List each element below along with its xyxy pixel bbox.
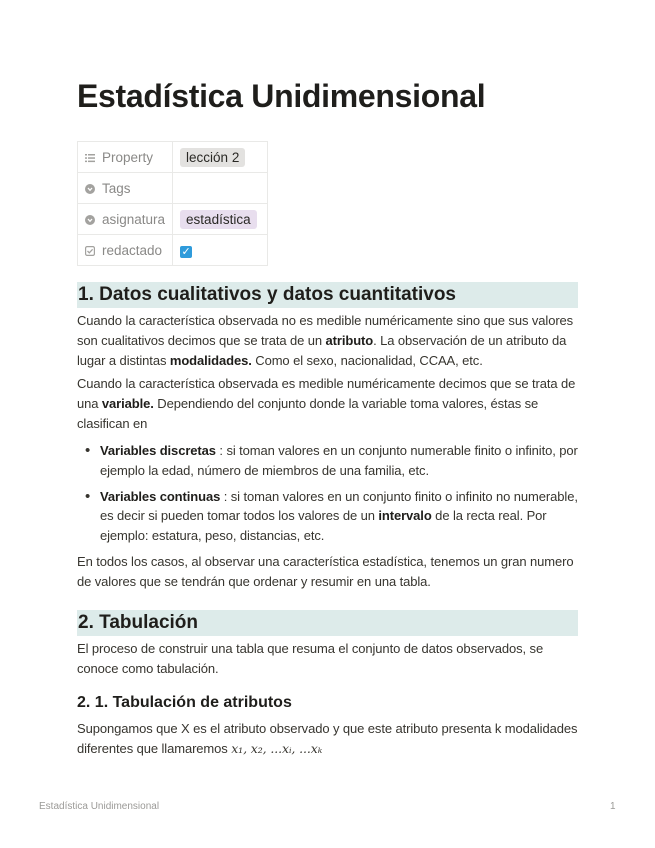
- property-key-cell: [78, 204, 173, 235]
- footer-title: Estadística Unidimensional: [39, 801, 160, 812]
- paragraph-cuantitativos: [77, 374, 582, 433]
- bold-term: Variables continuas: [100, 488, 221, 504]
- checkbox-icon: [85, 246, 95, 256]
- property-value-cell[interactable]: [173, 173, 268, 204]
- text-run: Cuando la característica observada no es medible numéricamente sino que sus valores son cualitativos decimos que se trata de un: [77, 313, 574, 348]
- property-key-cell: [78, 173, 173, 204]
- subject-tag[interactable]: estadística: [180, 210, 257, 229]
- text-run: : si toman valores en un conjunto numerable finito o infinito, por ejemplo la edad, número de miembros de una familia, etc.: [100, 443, 578, 478]
- text-run: . La observación de un atributo da lugar a distintas: [77, 332, 567, 368]
- list-item: [77, 487, 582, 546]
- list-icon: [85, 153, 95, 163]
- property-key-cell: [78, 142, 173, 173]
- bold-term: Variables discretas: [100, 443, 216, 458]
- math-expression: x₁, x₂, ...xᵢ, ...xₖ: [231, 740, 323, 756]
- paragraph-cualitativos: [77, 311, 582, 370]
- text-run: Supongamos que X es el atributo observado y que este atributo presenta k modalidades diferentes que llamaremos: [77, 721, 578, 756]
- property-key: Tags: [102, 180, 131, 196]
- property-row-tags[interactable]: [78, 173, 268, 204]
- property-value-cell[interactable]: [173, 204, 268, 235]
- text-run: de la recta real. Por ejemplo: estatura, peso, distancias, etc.: [100, 508, 547, 544]
- multi-select-icon: [85, 184, 95, 194]
- select-icon: [85, 215, 95, 225]
- property-row-redactado[interactable]: [78, 235, 268, 266]
- properties-table: [77, 141, 268, 266]
- property-key: asignatura: [102, 211, 166, 227]
- paragraph-conclusion: En todos los casos, al observar una característica estadística, tenemos un gran numero de valores que se tendrán que ordenar y resumir en una tabla.: [77, 554, 574, 589]
- section-heading-1: 1. Datos cualitativos y datos cuantitativos: [77, 282, 578, 308]
- text-run: Cuando la característica observada es medible numéricamente decimos que se trata de una: [77, 376, 576, 411]
- redactado-checkbox[interactable]: ✓: [181, 246, 191, 258]
- page-title: Estadística Unidimensional: [77, 78, 486, 114]
- property-value-cell[interactable]: [173, 142, 268, 173]
- property-row-asignatura[interactable]: [78, 204, 268, 235]
- lesson-tag[interactable]: lección 2: [180, 148, 245, 167]
- page-number: 1: [610, 801, 616, 812]
- property-key: redactado: [102, 242, 163, 258]
- bold-term: variable.: [101, 395, 154, 411]
- property-key-cell: [78, 235, 173, 266]
- section-heading-2: 2. Tabulación: [77, 610, 578, 636]
- text-run: Dependiendo del conjunto donde la variable toma valores, éstas se clasifican en: [77, 395, 539, 431]
- paragraph-atributos: [77, 719, 582, 759]
- property-row-property[interactable]: [78, 142, 268, 173]
- bold-term: atributo: [325, 332, 374, 348]
- text-run: Como el sexo, nacionalidad, CCAA, etc.: [251, 352, 483, 368]
- property-value-cell[interactable]: [173, 235, 268, 266]
- property-key: Property: [102, 149, 154, 165]
- text-run: : si toman valores en un conjunto finito o infinito no numerable, es decir si pueden tomar todos los valores de un: [100, 488, 578, 524]
- paragraph-tabulacion: El proceso de construir una tabla que resuma el conjunto de datos observados, se conoce como tabulación.: [77, 641, 544, 676]
- bold-term: intervalo: [378, 508, 432, 524]
- variable-types-list: [77, 441, 582, 546]
- list-item: [77, 441, 582, 481]
- bold-term: modalidades.: [169, 352, 252, 368]
- subsection-heading: 2. 1. Tabulación de atributos: [77, 694, 292, 711]
